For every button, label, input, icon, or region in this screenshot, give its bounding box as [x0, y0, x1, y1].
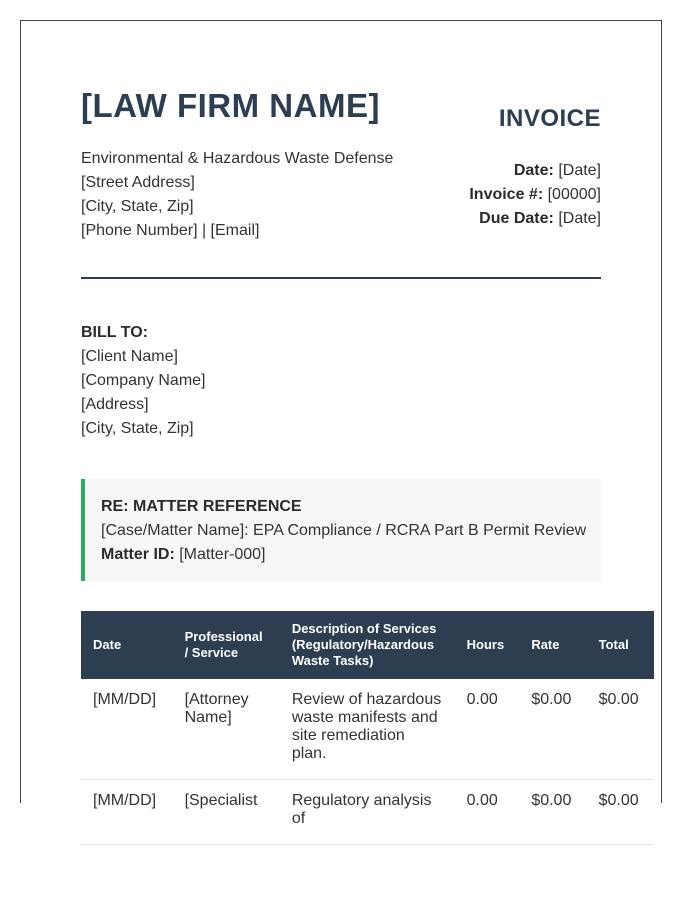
invoice-number-label: Invoice #: — [469, 186, 544, 203]
invoice-title: INVOICE — [498, 105, 601, 132]
invoice-due-label: Due Date: — [479, 210, 554, 227]
invoice-number-value: [00000] — [547, 186, 601, 203]
firm-city-state-zip: [City, State, Zip] — [81, 198, 194, 215]
row-description: Regulatory analysis of — [280, 780, 455, 845]
matter-id-label: Matter ID: — [101, 546, 175, 563]
row-hours: 0.00 — [455, 679, 520, 780]
firm-contact: [Phone Number] | [Email] — [81, 222, 260, 239]
invoice-number-line — [469, 183, 601, 207]
matter-reference-box — [81, 479, 601, 581]
invoice-due-line — [469, 207, 601, 231]
header-description: Description of Services (Regulatory/Hazardous Waste Tasks) — [280, 611, 455, 679]
bill-to-heading: BILL TO: — [81, 324, 148, 341]
row-date: [MM/DD] — [81, 679, 173, 780]
row-rate: $0.00 — [519, 679, 586, 780]
row-professional: [Specialist — [173, 780, 280, 845]
invoice-page — [20, 20, 662, 827]
header-rate: Rate — [519, 611, 586, 679]
firm-street: [Street Address] — [81, 174, 195, 191]
header-divider — [81, 277, 601, 279]
header-hours: Hours — [455, 611, 520, 679]
bill-to-block — [81, 321, 206, 441]
row-total: $0.00 — [587, 679, 654, 780]
row-professional: [Attorney Name] — [173, 679, 280, 780]
table-row — [81, 780, 654, 845]
bill-to-company: [Company Name] — [81, 372, 206, 389]
row-date: [MM/DD] — [81, 780, 173, 845]
header-total: Total — [587, 611, 654, 679]
invoice-date-value: [Date] — [558, 162, 601, 179]
matter-case-line: [Case/Matter Name]: EPA Compliance / RCRA Part B Permit Review — [101, 522, 587, 539]
bill-to-address: [Address] — [81, 396, 149, 413]
row-total: $0.00 — [587, 780, 654, 845]
firm-name: [LAW FIRM NAME] — [81, 87, 380, 124]
table-row — [81, 679, 654, 780]
invoice-meta — [469, 159, 601, 231]
table-header-row — [81, 611, 654, 679]
matter-id-line — [101, 543, 601, 567]
invoice-date-label: Date: — [513, 162, 554, 179]
bill-to-city-state-zip: [City, State, Zip] — [81, 420, 194, 437]
invoice-date-line — [469, 159, 601, 183]
firm-details — [81, 147, 393, 243]
services-table — [81, 611, 654, 845]
bill-to-client: [Client Name] — [81, 348, 178, 365]
matter-id-value: [Matter-000] — [179, 546, 266, 563]
row-rate: $0.00 — [519, 780, 586, 845]
invoice-due-value: [Date] — [558, 210, 601, 227]
row-hours: 0.00 — [455, 780, 520, 845]
header-professional: Professional / Service — [173, 611, 280, 679]
firm-practice: Environmental & Hazardous Waste Defense — [81, 150, 394, 167]
matter-heading: RE: MATTER REFERENCE — [101, 498, 302, 515]
row-description: Review of hazardous waste manifests and site remediation plan. — [280, 679, 455, 780]
header-date: Date — [81, 611, 173, 679]
